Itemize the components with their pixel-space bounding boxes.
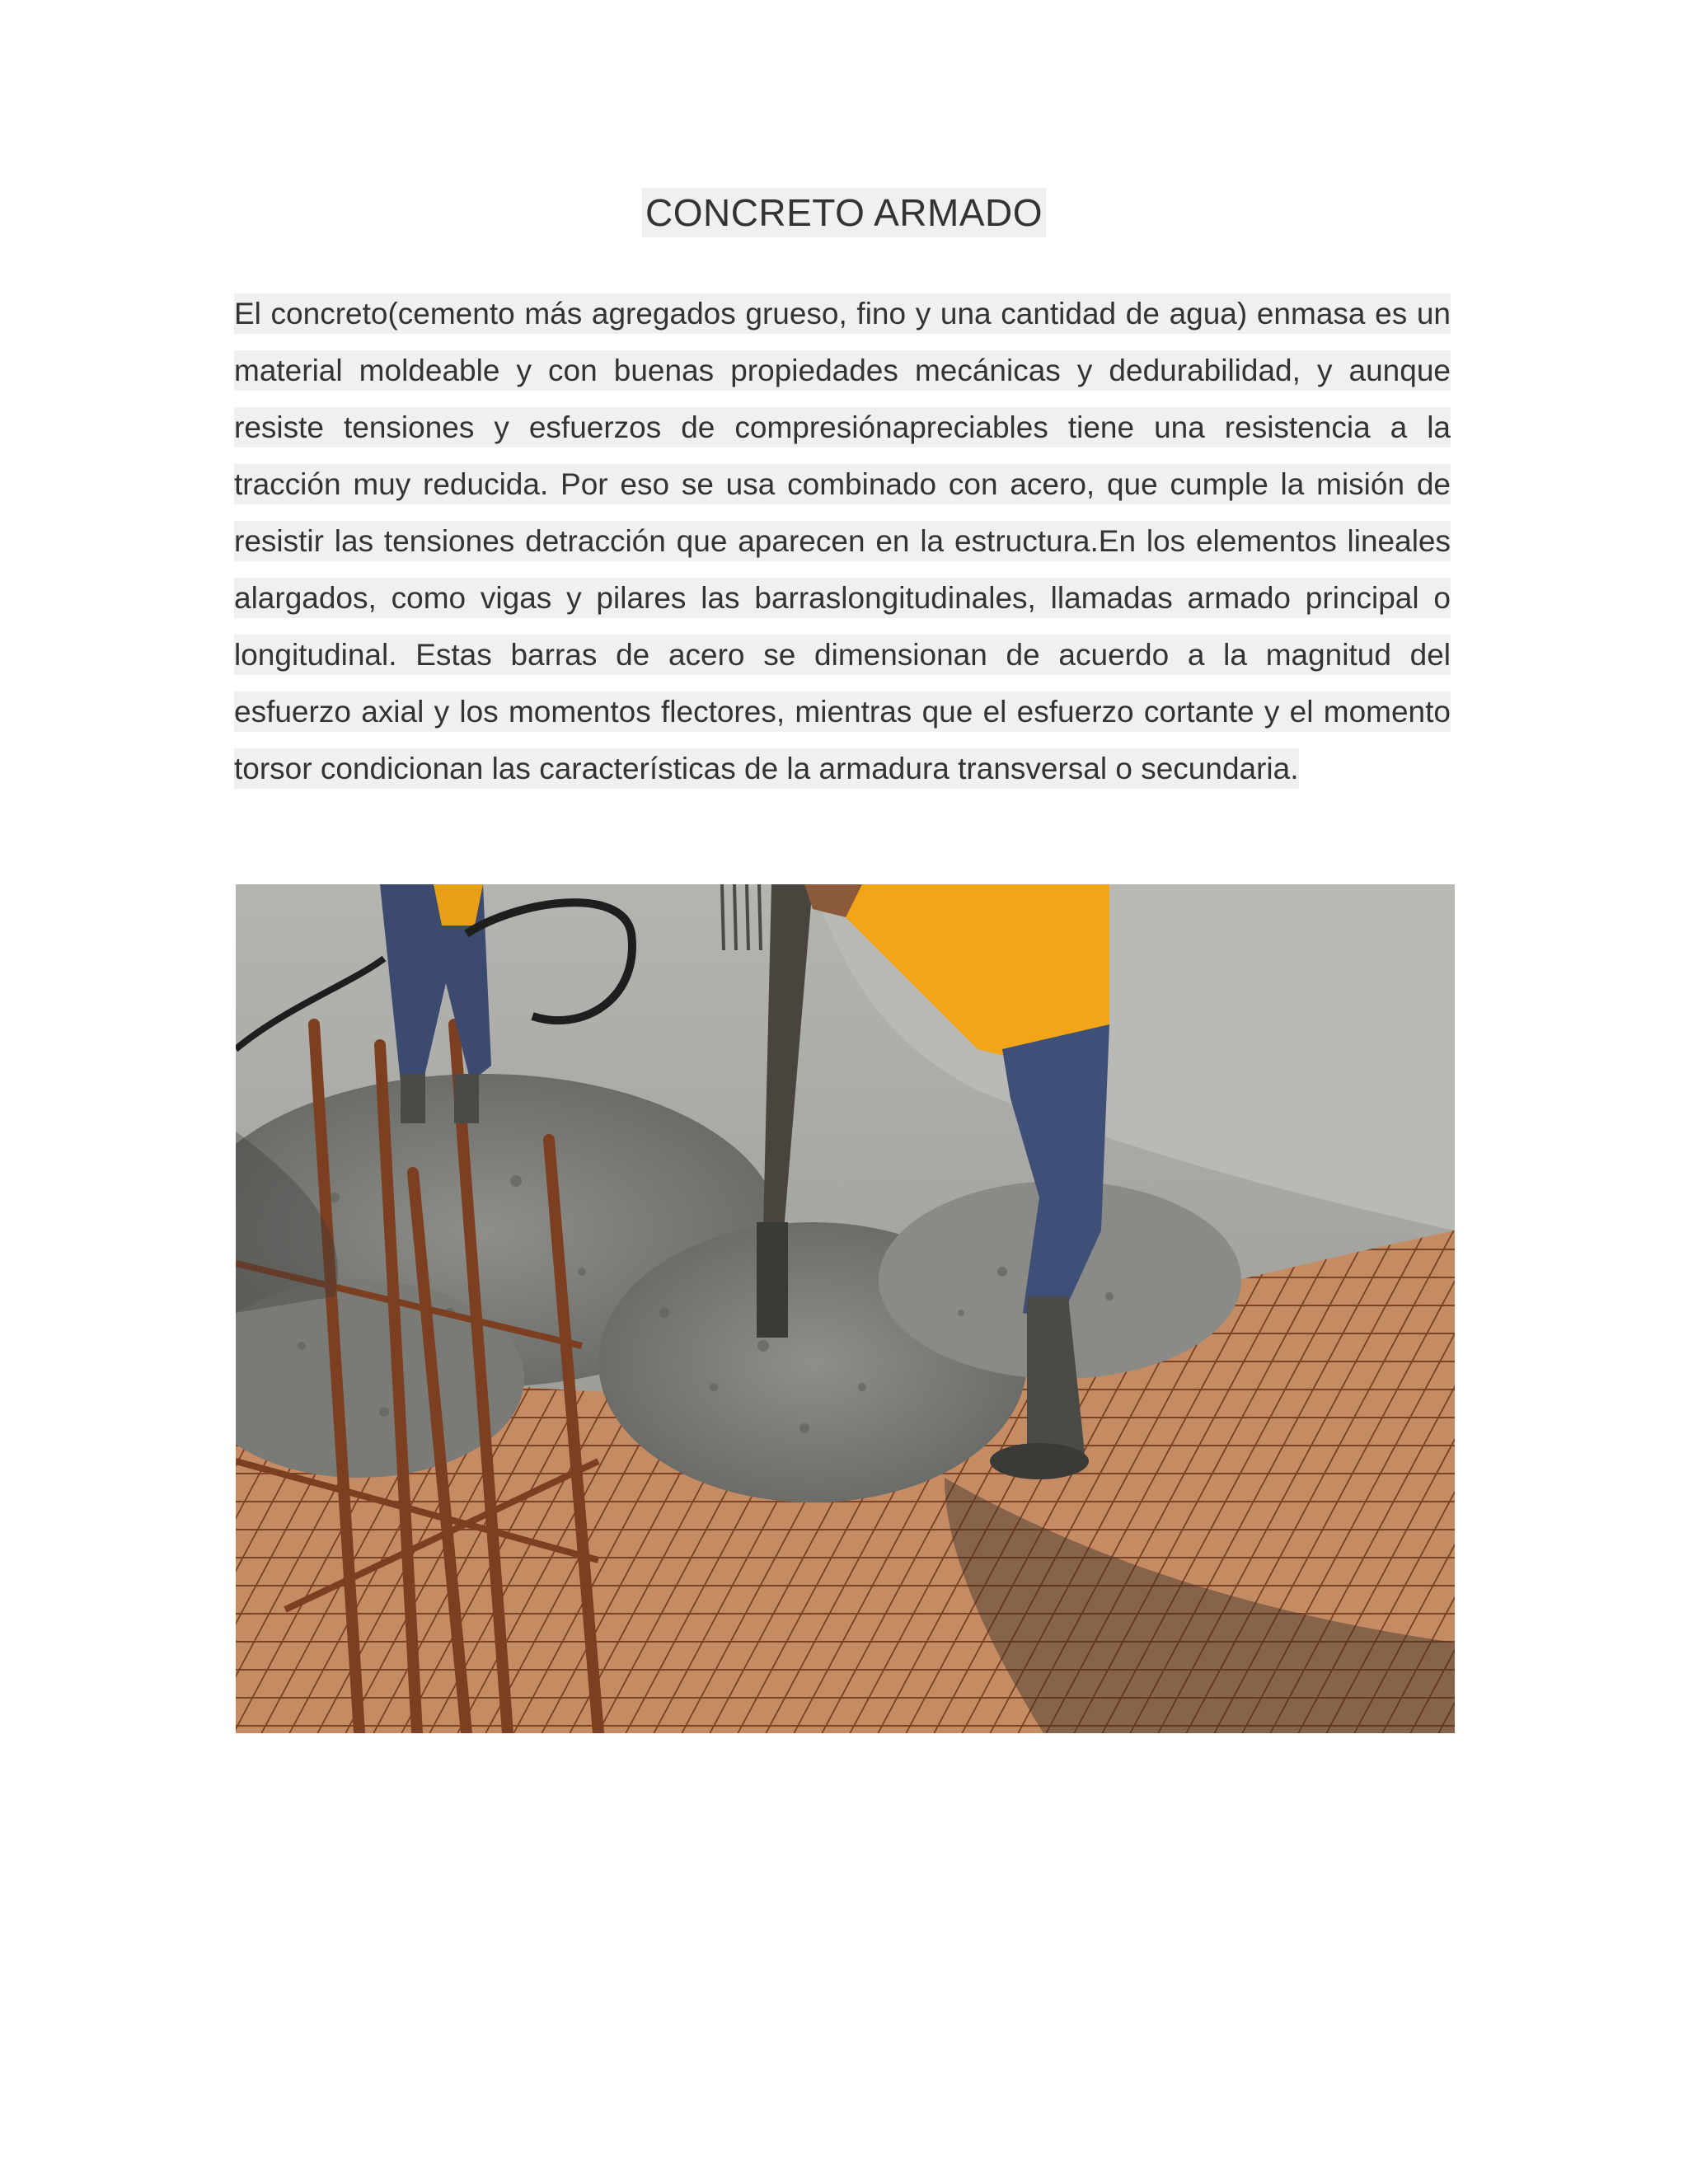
page-title: CONCRETO ARMADO <box>642 188 1046 237</box>
concrete-pouring-illustration <box>236 884 1455 1733</box>
body-paragraph <box>234 285 1451 797</box>
body-paragraph-text: El concreto(cemento más agregados grueso, fino y una cantidad de agua) enmasa es un material moldeable y con buenas propiedades mecánicas y dedurabilidad, y aunque resiste tensiones y esfuerzos de compresiónapreciables tiene una resistencia a la tracción muy reducida. Por eso se usa combinado con acero, que cumple la misión de resistir las tensiones detracción que aparecen en la estructura.En los elementos lineales alargados, como vigas y pilares las barraslongitudinales, llamadas armado principal o longitudinal. Estas barras de acero se dimensionan de acuerdo a la magnitud del esfuerzo axial y los momentos flectores, mientras que el esfuerzo cortante y el momento torsor condicionan las características de la armadura transversal o secundaria. <box>234 293 1451 789</box>
title-container <box>0 188 1688 237</box>
construction-photo <box>236 884 1455 1733</box>
